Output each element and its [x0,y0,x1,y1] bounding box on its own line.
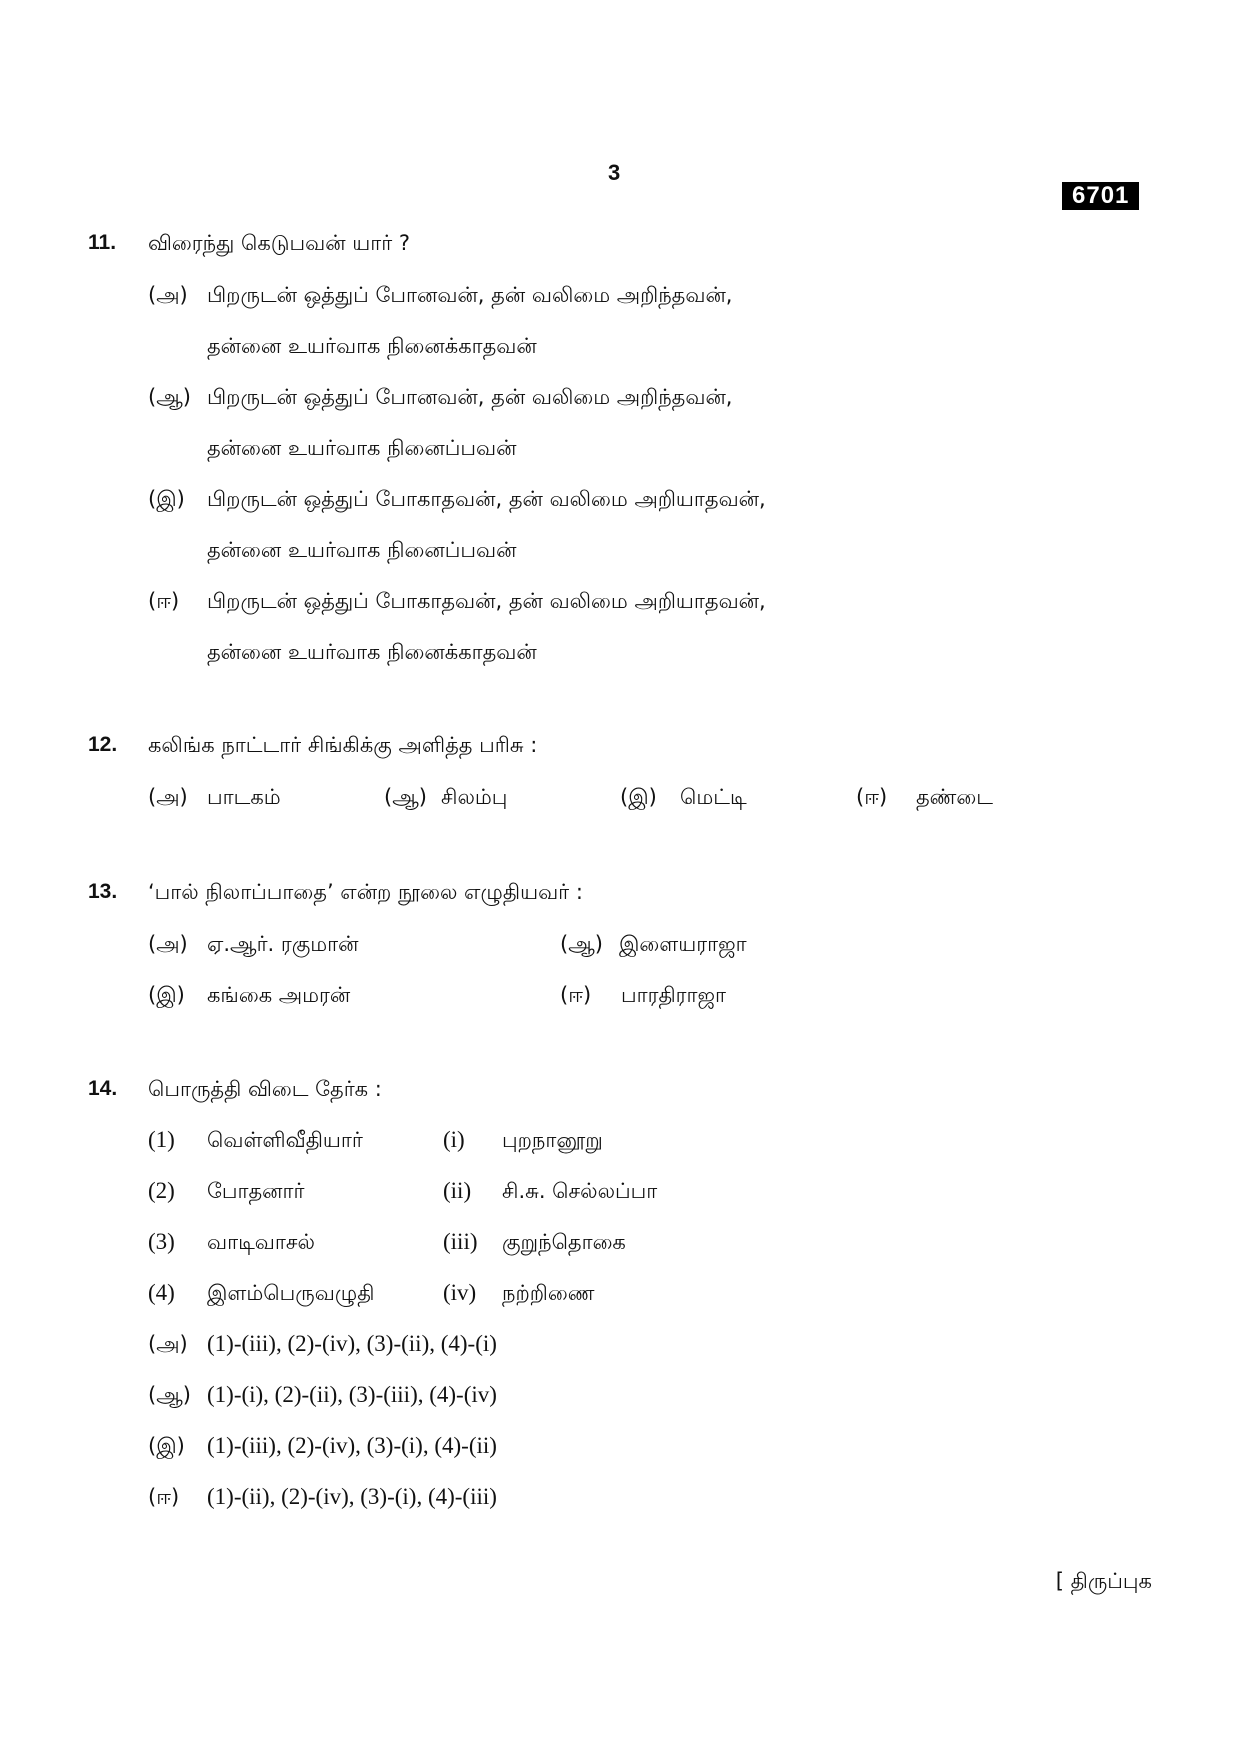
option-text: சிலம்பு [441,785,508,809]
option-text: இளையராஜா [619,932,747,956]
match-left-item: வெள்ளிவீதியார் [207,1128,363,1152]
match-row-number: (1) [148,1127,175,1152]
match-left-item: போதனார் [207,1179,305,1203]
question-number: 13. [88,880,118,903]
match-right-item: குறுந்தொகை [502,1230,626,1254]
option-text: பிறருடன் ஒத்துப் போகாதவன், தன் வலிமை அறியாதவன், [207,487,766,511]
turn-over-note: [ திருப்புக [1055,1569,1152,1593]
option-text: (1)-(iii), (2)-(iv), (3)-(i), (4)-(ii) [207,1433,497,1458]
match-roman-numeral: (ii) [443,1178,472,1203]
option-text: பிறருடன் ஒத்துப் போனவன், தன் வலிமை அறிந்தவன், [207,283,733,307]
option-text: தன்னை உயர்வாக நினைக்காதவன் [207,334,537,358]
option-text: (1)-(iii), (2)-(iv), (3)-(ii), (4)-(i) [207,1331,497,1356]
match-left-item: இளம்பெருவழுதி [207,1281,375,1305]
option-label: (ஈ) [560,983,592,1007]
option-label: (அ) [148,283,188,307]
option-text: (1)-(i), (2)-(ii), (3)-(iii), (4)-(iv) [207,1382,497,1407]
paper-code-badge: 6701 [1062,182,1139,210]
question-number: 11. [88,231,117,254]
option-label: (இ) [148,983,185,1007]
match-right-item: சி.சு. செல்லப்பா [502,1179,658,1203]
option-text: மெட்டி [680,785,747,809]
option-label: (இ) [620,785,657,809]
question-number: 12. [88,733,118,756]
option-label: (அ) [148,932,188,956]
match-right-item: புறநானூறு [502,1128,603,1152]
option-label: (அ) [148,1332,188,1356]
match-roman-numeral: (i) [443,1127,465,1152]
option-text: பிறருடன் ஒத்துப் போகாதவன், தன் வலிமை அறியாதவன், [207,589,766,613]
question-text: விரைந்து கெடுபவன் யார் ? [148,231,411,255]
question-number: 14. [88,1077,118,1100]
option-label: (அ) [148,785,188,809]
option-text: கங்கை அமரன் [207,983,351,1007]
option-text: பாடகம் [207,785,281,809]
option-label: (ஆ) [384,785,427,809]
option-text: ஏ.ஆர். ரகுமான் [207,932,359,956]
match-row-number: (4) [148,1280,175,1305]
option-label: (ஆ) [148,385,191,409]
option-label: (ஈ) [856,785,888,809]
option-text: பாரதிராஜா [621,983,726,1007]
question-text: ‘பால் நிலாப்பாதை’ என்ற நூலை எழுதியவர் : [148,880,583,904]
option-text: (1)-(ii), (2)-(iv), (3)-(i), (4)-(iii) [207,1484,497,1509]
option-label: (ஈ) [148,589,180,613]
option-label: (இ) [148,487,185,511]
option-label: (ஆ) [560,932,603,956]
option-text: தன்னை உயர்வாக நினைப்பவன் [207,436,517,460]
match-left-item: வாடிவாசல் [207,1230,315,1254]
option-label: (ஈ) [148,1485,180,1509]
match-roman-numeral: (iv) [443,1280,477,1305]
option-text: பிறருடன் ஒத்துப் போனவன், தன் வலிமை அறிந்தவன், [207,385,733,409]
match-row-number: (2) [148,1178,175,1203]
option-label: (ஆ) [148,1383,191,1407]
page-number: 3 [608,160,621,185]
option-label: (இ) [148,1434,185,1458]
question-text: கலிங்க நாட்டார் சிங்கிக்கு அளித்த பரிசு : [148,733,538,757]
option-text: தன்னை உயர்வாக நினைக்காதவன் [207,640,537,664]
option-text: தண்டை [916,785,993,809]
match-right-item: நற்றிணை [502,1281,595,1305]
match-roman-numeral: (iii) [443,1229,478,1254]
match-row-number: (3) [148,1229,175,1254]
option-text: தன்னை உயர்வாக நினைப்பவன் [207,538,517,562]
question-text: பொருத்தி விடை தேர்க : [148,1077,382,1101]
